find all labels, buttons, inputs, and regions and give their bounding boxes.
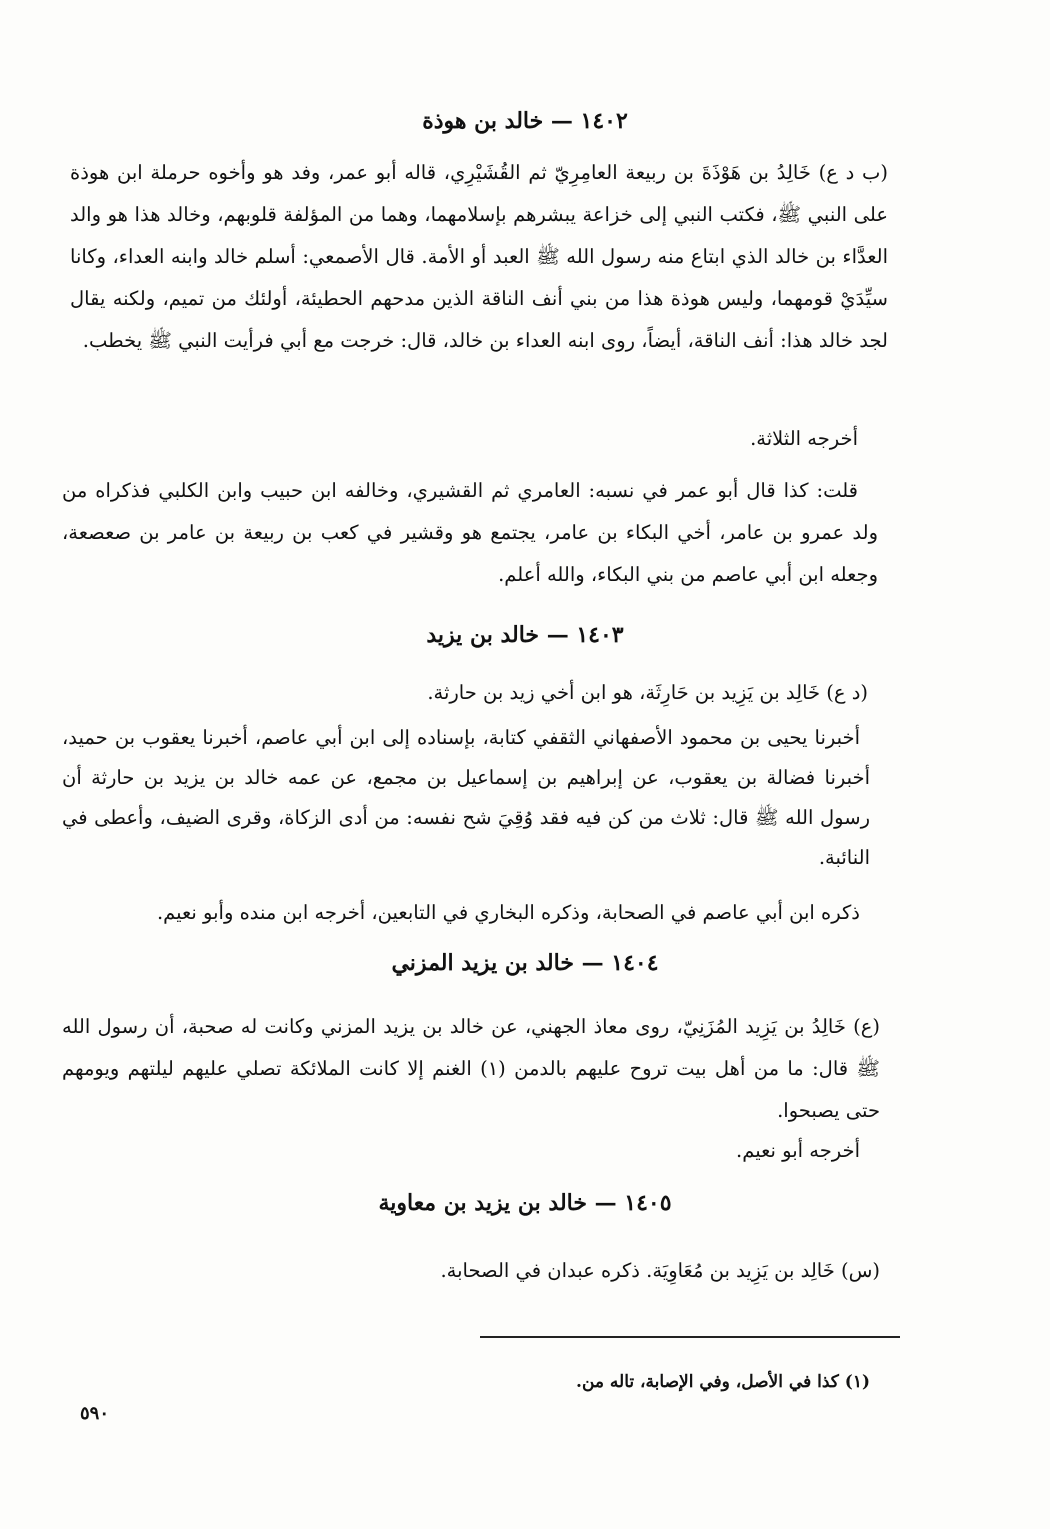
entry-paragraph: أخبرنا يحيى بن محمود الأصفهاني الثقفي كتابة، بإسناده إلى ابن أبي عاصم، أخبرنا يعقوب بن حميد، أخبرنا فضالة بن يعقوب، عن إبراهيم بن إسماعيل بن مجمع، عن عمه خالد بن يزيد بن حارثة أن رسول الله ﷺ قال: ثلاث من كن فيه فقد وُقِيَ شح نفسه: من أدى الزكاة، وقرى الضيف، وأعطى في النائبة. [62,726,870,869]
entry-heading: ١٤٠٢ — خالد بن هوذة [422,108,628,134]
entry-paragraph: قلت: كذا قال أبو عمر في نسبه: العامري ثم القشيري، وخالفه ابن حبيب وابن الكلبي فذكراه من ولد عمرو بن عامر، أخي البكاء بن عامر، يجتمع هو وقشير في كعب بن ربيعة بن عامر بن صعصعة، وجعله ابن أبي عاصم من بني البكاء، والله أعلم. [62,479,878,586]
footnote: (١) كذا في الأصل، وفي الإصابة، تاله من. [576,1372,870,1392]
entry-heading: ١٤٠٤ — خالد بن يزيد المزني [391,950,659,976]
entry-paragraph: (ب د ع) خَالِدُ بن هَوْذَةَ بن ربيعة العامِرِيّ ثم القُشَيْرِي، قاله أبو عمر، وفد هو وأخوه حرملة ابن هوذة على النبي ﷺ، فكتب النبي إلى خزاعة يبشرهم بإسلامهما، وهما من المؤلفة قلوبهم، وخالد هذا هو والد العدَّاء بن خالد الذي ابتاع منه رسول الله ﷺ العبد أو الأمة. قال الأصمعي: أسلم خالد وابنه العداء، وكانا سيِّدَيْ قومهما، وليس هوذة هذا من بني أنف الناقة الذين مدحهم الحطيئة، أولئك من تميم، ولكنه يقال لجد خالد هذا: أنف الناقة، أيضاً، روى ابنه العداء بن خالد، قال: خرجت مع أبي فرأيت النبي ﷺ يخطب. [70,161,888,352]
entry-paragraph: ذكره ابن أبي عاصم في الصحابة، وذكره البخاري في التابعين، أخرجه ابن منده وأبو نعيم. [156,901,860,924]
entry-paragraph: (ع) خَالِدُ بن يَزِيد المُزَنِيّ، روى معاذ الجهني، عن خالد بن يزيد المزني وكانت له صحبة، أن رسول الله ﷺ قال: ما من أهل بيت تروح عليهم بالدمن (١) الغنم إلا كانت الملائكة تصلي عليهم ليلتهم ويومهم حتى يصبحوا. [62,1015,880,1122]
entry-heading: ١٤٠٥ — خالد بن يزيد بن معاوية [378,1190,672,1216]
entry-paragraph: أخرجه أبو نعيم. [736,1139,860,1162]
entry-paragraph: أخرجه الثلاثة. [750,427,858,450]
page-number: ٥٩٠ [80,1403,110,1424]
footnote-divider [480,1336,900,1338]
entry-heading: ١٤٠٣ — خالد بن يزيد [426,622,624,648]
entry-paragraph: (س) خَالِد بن يَزِيد بن مُعَاوِيَة. ذكره عبدان في الصحابة. [440,1259,880,1282]
entry-paragraph: (د ع) خَالِد بن يَزِيد بن حَارِثَة، هو ابن أخي زيد بن حارثة. [427,681,868,704]
